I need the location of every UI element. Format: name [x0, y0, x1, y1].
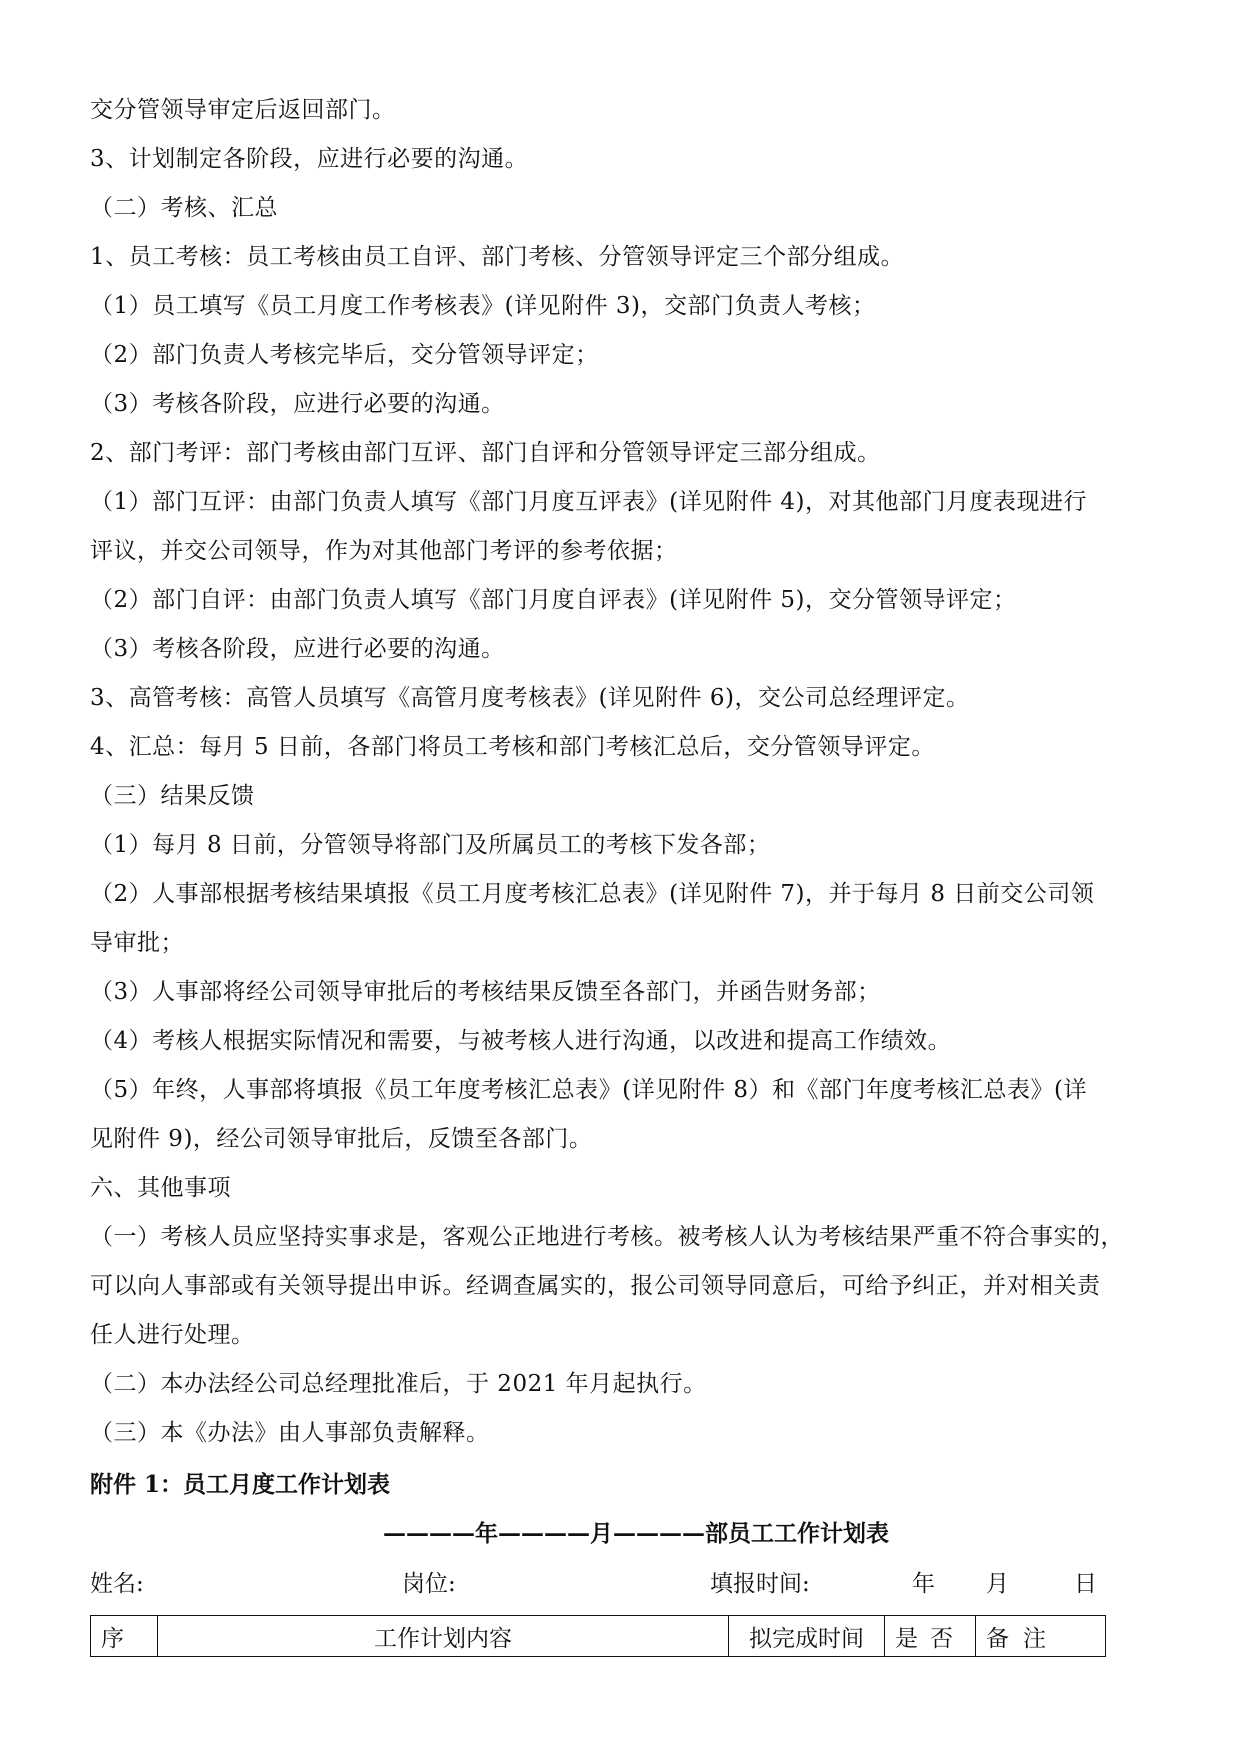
paragraph-line: （4）考核人根据实际情况和需要，与被考核人进行沟通，以改进和提高工作绩效。 — [90, 1028, 952, 1054]
section-heading: 六、其他事项 — [90, 1175, 231, 1201]
paragraph-line: （1）部门互评：由部门负责人填写《部门月度互评表》(详见附件 4)，对其他部门月度表现进行 — [90, 489, 1088, 515]
paragraph-line: （3）人事部将经公司领导审批后的考核结果反馈至各部门，并函告财务部； — [90, 979, 881, 1005]
section-heading: （三）结果反馈 — [90, 783, 255, 809]
form-meta-row — [90, 1559, 1152, 1609]
header-seq: 序 — [91, 1616, 158, 1657]
paragraph-line: 交分管领导审定后返回部门。 — [90, 97, 396, 123]
fill-time-label: 填报时间: — [710, 1571, 810, 1597]
paragraph-line: （1）每月 8 日前，分管领导将部门及所属员工的考核下发各部； — [90, 832, 771, 858]
paragraph-line: （一）考核人员应坚持实事求是，客观公正地进行考核。被考核人认为考核结果严重不符合事实的， — [90, 1224, 1124, 1250]
header-time: 拟完成时间 — [729, 1616, 885, 1657]
paragraph-line: 任人进行处理。 — [90, 1322, 255, 1348]
paragraph-line: （2）部门自评：由部门负责人填写《部门月度自评表》(详见附件 5)，交分管领导评定； — [90, 587, 1017, 613]
year-label: 年 — [912, 1571, 935, 1597]
paragraph-line: （3）考核各阶段，应进行必要的沟通。 — [90, 636, 505, 662]
paragraph-line: 导审批； — [90, 930, 184, 956]
paragraph-line: （1）员工填写《员工月度工作考核表》(详见附件 3)，交部门负责人考核； — [90, 293, 876, 319]
name-label: 姓名: — [90, 1571, 144, 1597]
paragraph-line: 4、汇总：每月 5 日前，各部门将员工考核和部门考核汇总后，交分管领导评定。 — [90, 734, 935, 760]
paragraph-line: （三）本《办法》由人事部负责解释。 — [90, 1420, 490, 1446]
paragraph-line: 评议，并交公司领导，作为对其他部门考评的参考依据； — [90, 538, 678, 564]
document-page — [90, 86, 1152, 1657]
paragraph-line: （3）考核各阶段，应进行必要的沟通。 — [90, 391, 505, 417]
paragraph-line: 可以向人事部或有关领导提出申诉。经调查属实的，报公司领导同意后，可给予纠正，并对相关责 — [90, 1273, 1101, 1299]
paragraph-line: 2、部门考评：部门考核由部门互评、部门自评和分管领导评定三部分组成。 — [90, 440, 881, 466]
table-header-row — [91, 1616, 1106, 1657]
section-heading: （二）考核、汇总 — [90, 195, 278, 221]
table-title: ————年————月————部员工工作计划表 — [383, 1520, 889, 1547]
paragraph-line: （二）本办法经公司总经理批准后，于 2021 年月起执行。 — [90, 1371, 707, 1397]
paragraph-line: （2）人事部根据考核结果填报《员工月度考核汇总表》(详见附件 7)，并于每月 8 日前交公司领 — [90, 881, 1095, 907]
paragraph-line: （2）部门负责人考核完毕后，交分管领导评定； — [90, 342, 599, 368]
paragraph-line: 1、员工考核：员工考核由员工自评、部门考核、分管领导评定三个部分组成。 — [90, 244, 905, 270]
paragraph-line: 3、高管考核：高管人员填写《高管月度考核表》(详见附件 6)，交公司总经理评定。 — [90, 685, 970, 711]
month-label: 月 — [986, 1571, 1009, 1597]
work-plan-table — [90, 1615, 1106, 1657]
header-done: 是否 — [885, 1616, 976, 1657]
paragraph-line: 3、计划制定各阶段，应进行必要的沟通。 — [90, 146, 529, 172]
paragraph-line: （5）年终，人事部将填报《员工年度考核汇总表》(详见附件 8）和《部门年度考核汇总表》(详 — [90, 1077, 1088, 1103]
header-content: 工作计划内容 — [158, 1616, 729, 1657]
position-label: 岗位: — [402, 1571, 456, 1597]
day-label: 日 — [1074, 1571, 1097, 1597]
paragraph-line: 见附件 9)，经公司领导审批后，反馈至各部门。 — [90, 1126, 593, 1152]
attachment-heading: 附件 1：员工月度工作计划表 — [90, 1471, 391, 1498]
header-note: 备注 — [976, 1616, 1106, 1657]
body-text — [90, 86, 1152, 1458]
